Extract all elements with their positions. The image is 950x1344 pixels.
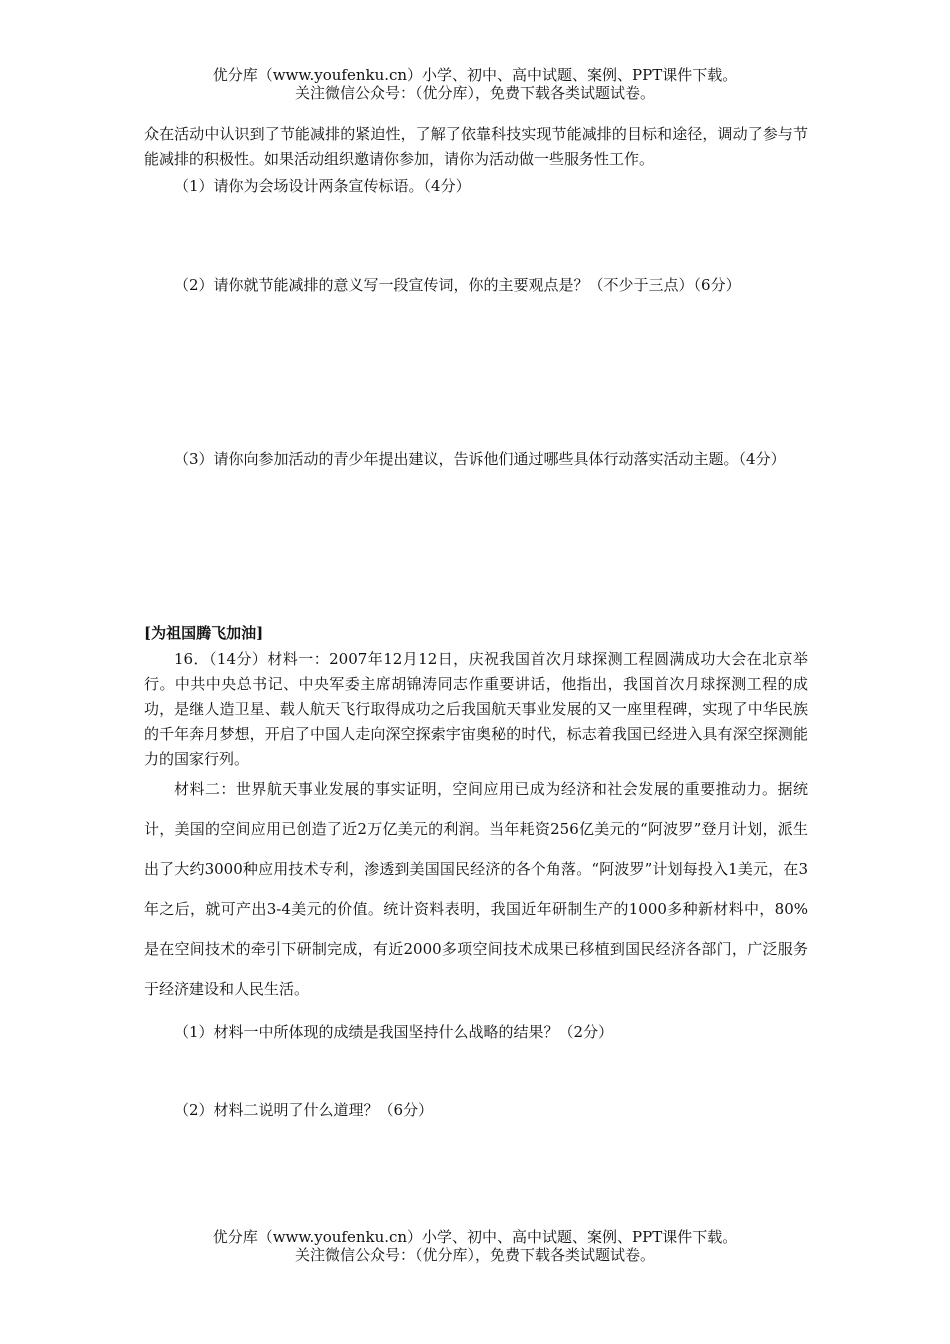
footer-line-2: 关注微信公众号：（优分库），免费下载各类试题试卷。 [294,1246,655,1264]
section2-material-2: 材料二：世界航天事业发展的事实证明，空间应用已成为经济和社会发展的重要推动力。据统计，美国的空间应用已创造了近2万亿美元的利润。当年耗资256亿美元的“阿波罗”登月计划，派生出了大约3000种应用技术专利，渗透到美国国民经济的各个角落。“阿波罗”计划每投入1美元，在3年之后，就可产出3-4美元的价值。统计资料表明，我国近年研制生产的1000多种新材料中，80%是在空间技术的牵引下研制完成，有近2000多项空间技术成果已移植到国民经济各部门，广泛服务于经济建设和人民生活。 [144,780,808,998]
page-header [0,66,950,102]
footer-line-1: 优分库（www.youfenku.cn）小学、初中、高中试题、案例、PPT课件下载。 [212,1228,738,1246]
section2-question-1: （1）材料一中所体现的成绩是我国坚持什么战略的结果？（2分） [174,1023,614,1041]
header-line-2: 关注微信公众号：（优分库），免费下载各类试题试卷。 [294,84,655,102]
section2-material-1: 16．（14分）材料一：2007年12月12日，庆祝我国首次月球探测工程圆满成功大会在北京举行。中共中央总书记、中央军委主席胡锦涛同志作重要讲话，他指出，我国首次月球探测工程的成功，是继人造卫星、载人航天飞行取得成功之后我国航天事业发展的又一座里程碑，实现了中华民族的千年奔月梦想，开启了中国人走向深空探索宇宙奥秘的时代，标志着我国已经进入具有深空探测能力的国家行列。 [144,650,808,768]
section2-title: [为祖国腾飞加油] [144,624,264,642]
page-footer [0,1228,950,1264]
section1-question-2: （2）请你就节能减排的意义写一段宣传词，你的主要观点是？（不少于三点）（6分） [174,276,741,294]
header-line-1: 优分库（www.youfenku.cn）小学、初中、高中试题、案例、PPT课件下载。 [212,66,738,84]
section1-intro: 众在活动中认识到了节能减排的紧迫性，了解了依靠科技实现节能减排的目标和途径，调动了参与节能减排的积极性。如果活动组织邀请你参加，请你为活动做一些服务性工作。 [144,125,808,168]
section2-question-2: （2）材料二说明了什么道理？（6分） [174,1101,434,1119]
section1-question-3: （3）请你向参加活动的青少年提出建议，告诉他们通过哪些具体行动落实活动主题。（4分） [174,450,786,468]
section1-question-1: （1）请你为会场设计两条宣传标语。（4分） [174,177,471,195]
